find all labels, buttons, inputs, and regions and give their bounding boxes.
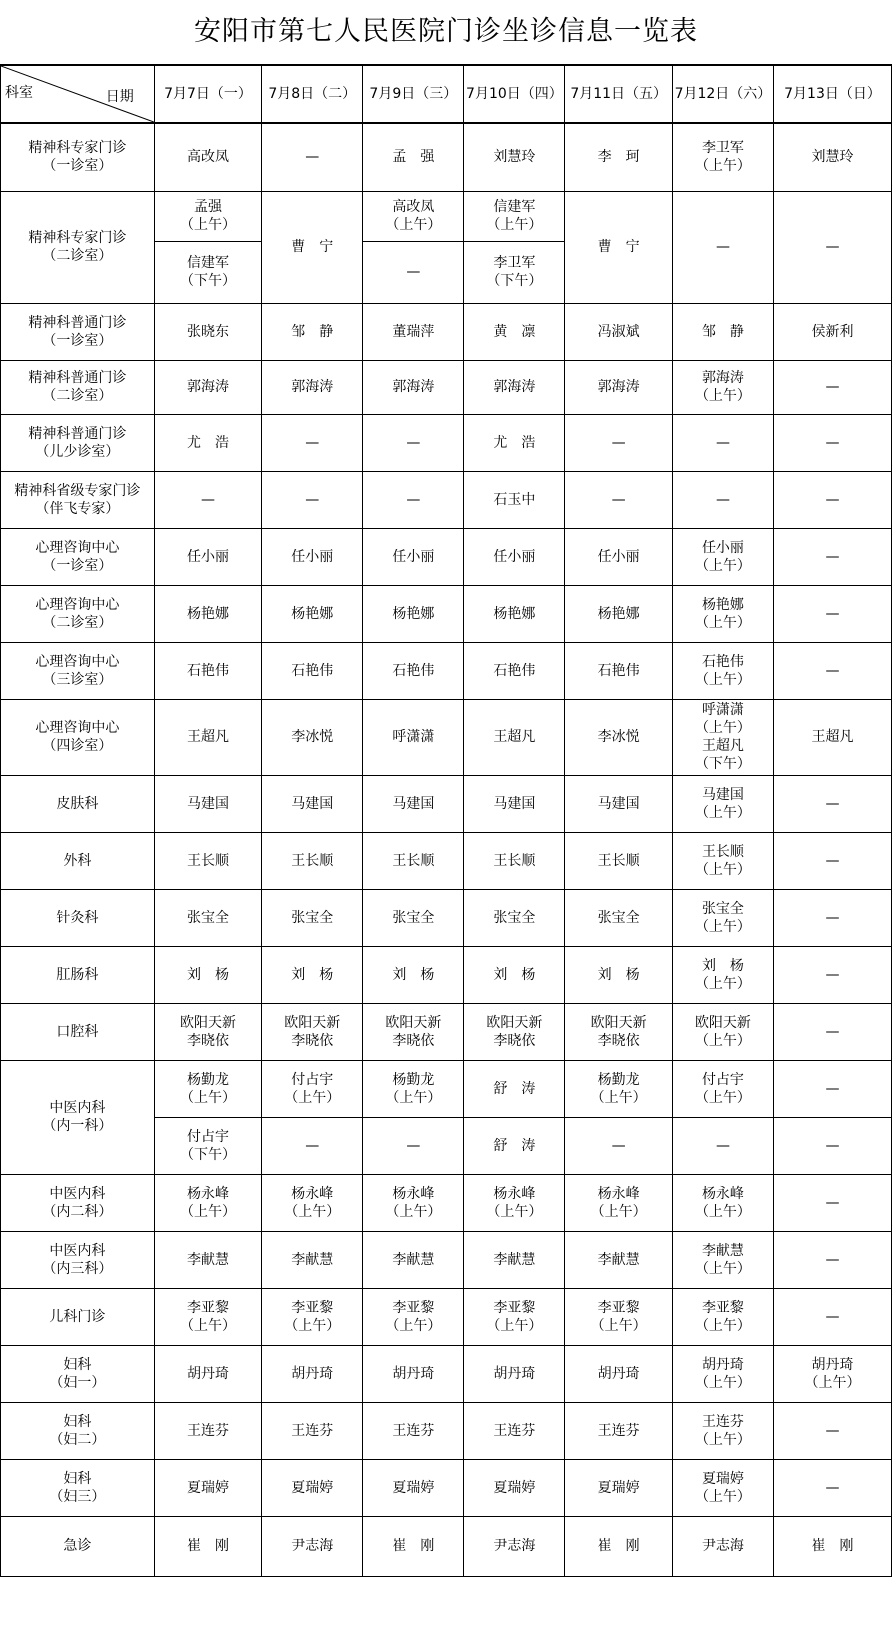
schedule-cell: 刘慧玲 xyxy=(773,123,891,191)
dept-cell: 心理咨询中心 （三诊室） xyxy=(1,642,155,699)
schedule-cell: — xyxy=(773,1060,891,1117)
schedule-cell: 信建军 （上午） xyxy=(464,191,565,241)
schedule-cell: — xyxy=(773,775,891,832)
schedule-cell: 胡丹琦 xyxy=(565,1345,672,1402)
schedule-cell: 郭海涛 xyxy=(565,360,672,414)
schedule-cell: — xyxy=(363,471,464,528)
schedule-cell: 王连芬 xyxy=(363,1402,464,1459)
schedule-cell: — xyxy=(773,414,891,471)
dept-cell: 外科 xyxy=(1,832,155,889)
schedule-cell: 王超凡 xyxy=(154,699,261,775)
schedule-cell: 尤 浩 xyxy=(464,414,565,471)
schedule-cell: — xyxy=(565,1117,672,1174)
schedule-cell: — xyxy=(773,642,891,699)
schedule-cell: 李献慧 （上午） xyxy=(672,1231,773,1288)
schedule-cell: 刘 杨 xyxy=(363,946,464,1003)
dept-cell: 心理咨询中心 （二诊室） xyxy=(1,585,155,642)
schedule-cell: — xyxy=(773,1174,891,1231)
schedule-cell: 张宝全 xyxy=(565,889,672,946)
schedule-cell: 王长顺 xyxy=(565,832,672,889)
schedule-cell: 刘 杨 xyxy=(154,946,261,1003)
schedule-cell: — xyxy=(773,1402,891,1459)
schedule-cell: 胡丹琦 xyxy=(363,1345,464,1402)
schedule-cell: — xyxy=(672,471,773,528)
schedule-cell: 任小丽 xyxy=(154,528,261,585)
schedule-cell: 张宝全 xyxy=(262,889,363,946)
schedule-cell: 付占宇 （下午） xyxy=(154,1117,261,1174)
dept-cell: 中医内科 （内一科） xyxy=(1,1060,155,1174)
schedule-cell: 曹 宁 xyxy=(262,191,363,303)
schedule-cell: — xyxy=(565,471,672,528)
schedule-cell: 欧阳天新 李晓依 xyxy=(565,1003,672,1060)
schedule-cell: 欧阳天新 李晓依 xyxy=(363,1003,464,1060)
day-header: 7月8日（二） xyxy=(262,65,363,123)
schedule-cell: 王连芬 xyxy=(464,1402,565,1459)
schedule-cell: 王超凡 xyxy=(773,699,891,775)
dept-cell: 心理咨询中心 （四诊室） xyxy=(1,699,155,775)
schedule-cell: 崔 刚 xyxy=(773,1516,891,1576)
schedule-cell: 王长顺 xyxy=(154,832,261,889)
schedule-cell: 马建国 xyxy=(565,775,672,832)
schedule-cell: 刘 杨 xyxy=(565,946,672,1003)
schedule-cell: 刘 杨 xyxy=(262,946,363,1003)
schedule-cell: 曹 宁 xyxy=(565,191,672,303)
schedule-cell: 夏瑞婷 xyxy=(262,1459,363,1516)
schedule-table xyxy=(0,64,892,1577)
schedule-cell: 尹志海 xyxy=(672,1516,773,1576)
date-header-label: 日期 xyxy=(105,89,134,105)
schedule-cell: 邹 静 xyxy=(672,303,773,360)
schedule-cell: 李亚黎 （上午） xyxy=(464,1288,565,1345)
table-row xyxy=(1,1060,892,1117)
schedule-cell: 杨永峰 （上午） xyxy=(262,1174,363,1231)
table-row xyxy=(1,585,892,642)
schedule-cell: 张宝全 xyxy=(363,889,464,946)
schedule-cell: 王连芬 xyxy=(565,1402,672,1459)
schedule-cell: 李冰悦 xyxy=(262,699,363,775)
table-row xyxy=(1,889,892,946)
schedule-cell: 高改凤 xyxy=(154,123,261,191)
schedule-cell: 王超凡 xyxy=(464,699,565,775)
schedule-cell: 马建国 xyxy=(464,775,565,832)
schedule-cell: 任小丽 （上午） xyxy=(672,528,773,585)
schedule-cell: 石艳伟 xyxy=(464,642,565,699)
day-header: 7月10日（四） xyxy=(464,65,565,123)
schedule-cell: 杨永峰 （上午） xyxy=(565,1174,672,1231)
schedule-cell: 郭海涛 （上午） xyxy=(672,360,773,414)
schedule-cell: 高改凤 （上午） xyxy=(363,191,464,241)
table-row xyxy=(1,303,892,360)
schedule-cell: 孟 强 xyxy=(363,123,464,191)
schedule-cell: 李献慧 xyxy=(464,1231,565,1288)
schedule-cell: 尤 浩 xyxy=(154,414,261,471)
table-row xyxy=(1,1174,892,1231)
schedule-cell: 孟强 （上午） xyxy=(154,191,261,241)
table-row xyxy=(1,699,892,775)
schedule-cell: 杨艳娜 xyxy=(565,585,672,642)
schedule-cell: 石艳伟 xyxy=(565,642,672,699)
schedule-cell: 夏瑞婷 xyxy=(565,1459,672,1516)
schedule-cell: 侯新利 xyxy=(773,303,891,360)
schedule-cell: 任小丽 xyxy=(565,528,672,585)
schedule-cell: 李献慧 xyxy=(154,1231,261,1288)
schedule-cell: — xyxy=(773,1117,891,1174)
dept-cell: 口腔科 xyxy=(1,1003,155,1060)
schedule-cell: 郭海涛 xyxy=(363,360,464,414)
day-header: 7月13日（日） xyxy=(773,65,891,123)
table-row xyxy=(1,832,892,889)
schedule-cell: 付占宇 （上午） xyxy=(262,1060,363,1117)
schedule-cell: 王长顺 xyxy=(363,832,464,889)
dept-header-label: 科室 xyxy=(5,85,33,101)
schedule-cell: 王连芬 xyxy=(154,1402,261,1459)
table-row xyxy=(1,946,892,1003)
table-row xyxy=(1,1003,892,1060)
schedule-cell: 欧阳天新 （上午） xyxy=(672,1003,773,1060)
schedule-cell: — xyxy=(363,1117,464,1174)
schedule-cell: 王长顺 xyxy=(262,832,363,889)
schedule-cell: 杨永峰 （上午） xyxy=(154,1174,261,1231)
dept-cell: 中医内科 （内三科） xyxy=(1,1231,155,1288)
schedule-cell: 杨艳娜 xyxy=(464,585,565,642)
schedule-cell: — xyxy=(773,360,891,414)
schedule-cell: 冯淑斌 xyxy=(565,303,672,360)
schedule-cell: 石艳伟 xyxy=(262,642,363,699)
schedule-cell: 石艳伟 xyxy=(154,642,261,699)
schedule-cell: 任小丽 xyxy=(464,528,565,585)
schedule-cell: 胡丹琦 xyxy=(262,1345,363,1402)
schedule-cell: 李卫军 （上午） xyxy=(672,123,773,191)
dept-cell: 中医内科 （内二科） xyxy=(1,1174,155,1231)
schedule-cell: 尹志海 xyxy=(262,1516,363,1576)
header-row xyxy=(1,65,892,123)
schedule-cell: 欧阳天新 李晓依 xyxy=(154,1003,261,1060)
schedule-cell: 胡丹琦 xyxy=(464,1345,565,1402)
schedule-cell: — xyxy=(773,471,891,528)
schedule-cell: — xyxy=(363,414,464,471)
schedule-cell: 张宝全 xyxy=(154,889,261,946)
schedule-cell: 马建国 xyxy=(262,775,363,832)
dept-cell: 肛肠科 xyxy=(1,946,155,1003)
schedule-cell: 李卫军 （下午） xyxy=(464,241,565,303)
schedule-cell: — xyxy=(773,191,891,303)
schedule-cell: — xyxy=(773,585,891,642)
table-row xyxy=(1,642,892,699)
table-row xyxy=(1,414,892,471)
schedule-cell: 马建国 xyxy=(154,775,261,832)
schedule-cell: 任小丽 xyxy=(262,528,363,585)
day-header: 7月12日（六） xyxy=(672,65,773,123)
schedule-cell: — xyxy=(672,191,773,303)
schedule-cell: 尹志海 xyxy=(464,1516,565,1576)
schedule-cell: 杨永峰 （上午） xyxy=(672,1174,773,1231)
day-header: 7月9日（三） xyxy=(363,65,464,123)
schedule-cell: 任小丽 xyxy=(363,528,464,585)
schedule-cell: 夏瑞婷 xyxy=(154,1459,261,1516)
table-row xyxy=(1,471,892,528)
dept-cell: 急诊 xyxy=(1,1516,155,1576)
dept-cell: 妇科 （妇一） xyxy=(1,1345,155,1402)
schedule-cell: 黄 凛 xyxy=(464,303,565,360)
table-row xyxy=(1,191,892,241)
schedule-cell: 张宝全 （上午） xyxy=(672,889,773,946)
schedule-cell: 胡丹琦 xyxy=(154,1345,261,1402)
dept-cell: 心理咨询中心 （一诊室） xyxy=(1,528,155,585)
schedule-cell: 李冰悦 xyxy=(565,699,672,775)
dept-cell: 精神科普通门诊 （一诊室） xyxy=(1,303,155,360)
schedule-cell: 王长顺 xyxy=(464,832,565,889)
schedule-cell: 李献慧 xyxy=(363,1231,464,1288)
table-row xyxy=(1,360,892,414)
dept-cell: 精神科普通门诊 （儿少诊室） xyxy=(1,414,155,471)
schedule-cell: 杨勤龙 （上午） xyxy=(565,1060,672,1117)
schedule-cell: 刘 杨 （上午） xyxy=(672,946,773,1003)
page-title: 安阳市第七人民医院门诊坐诊信息一览表 xyxy=(194,16,698,47)
schedule-cell: — xyxy=(565,414,672,471)
schedule-cell: — xyxy=(773,1459,891,1516)
schedule-cell: 李献慧 xyxy=(262,1231,363,1288)
dept-cell: 儿科门诊 xyxy=(1,1288,155,1345)
schedule-cell: — xyxy=(672,414,773,471)
schedule-cell: 石艳伟 xyxy=(363,642,464,699)
schedule-cell: — xyxy=(363,241,464,303)
schedule-cell: — xyxy=(262,414,363,471)
dept-cell: 精神科省级专家门诊 （伴飞专家） xyxy=(1,471,155,528)
schedule-cell: 夏瑞婷 xyxy=(363,1459,464,1516)
schedule-cell: 郭海涛 xyxy=(262,360,363,414)
table-row xyxy=(1,1516,892,1576)
schedule-cell: — xyxy=(773,1003,891,1060)
schedule-cell: — xyxy=(773,832,891,889)
schedule-cell: — xyxy=(672,1117,773,1174)
dept-cell: 精神科专家门诊 （二诊室） xyxy=(1,191,155,303)
schedule-cell: 石玉中 xyxy=(464,471,565,528)
schedule-cell: 胡丹琦 （上午） xyxy=(773,1345,891,1402)
schedule-cell: 欧阳天新 李晓依 xyxy=(262,1003,363,1060)
schedule-cell: 董瑞萍 xyxy=(363,303,464,360)
schedule-cell: 崔 刚 xyxy=(154,1516,261,1576)
schedule-cell: 崔 刚 xyxy=(363,1516,464,1576)
dept-cell: 妇科 （妇二） xyxy=(1,1402,155,1459)
table-row xyxy=(1,1231,892,1288)
schedule-cell: 邹 静 xyxy=(262,303,363,360)
schedule-cell: 王连芬 xyxy=(262,1402,363,1459)
table-row xyxy=(1,1402,892,1459)
corner-cell xyxy=(1,65,155,123)
schedule-cell: 呼潇潇 xyxy=(363,699,464,775)
schedule-cell: 杨永峰 （上午） xyxy=(363,1174,464,1231)
schedule-cell: 杨艳娜 （上午） xyxy=(672,585,773,642)
schedule-cell: 李亚黎 （上午） xyxy=(565,1288,672,1345)
schedule-cell: 刘 杨 xyxy=(464,946,565,1003)
schedule-cell: 郭海涛 xyxy=(154,360,261,414)
schedule-cell: 张晓东 xyxy=(154,303,261,360)
schedule-cell: 李亚黎 （上午） xyxy=(672,1288,773,1345)
schedule-cell: 呼潇潇 （上午） 王超凡 （下午） xyxy=(672,699,773,775)
schedule-cell: 夏瑞婷 （上午） xyxy=(672,1459,773,1516)
schedule-cell: — xyxy=(773,528,891,585)
table-row xyxy=(1,775,892,832)
schedule-cell: 夏瑞婷 xyxy=(464,1459,565,1516)
schedule-cell: 欧阳天新 李晓依 xyxy=(464,1003,565,1060)
schedule-cell: 李亚黎 （上午） xyxy=(262,1288,363,1345)
table-row xyxy=(1,1345,892,1402)
dept-cell: 精神科专家门诊 （一诊室） xyxy=(1,123,155,191)
table-row xyxy=(1,1459,892,1516)
schedule-cell: — xyxy=(154,471,261,528)
schedule-cell: 李献慧 xyxy=(565,1231,672,1288)
schedule-cell: — xyxy=(262,471,363,528)
table-row xyxy=(1,1288,892,1345)
schedule-cell: 王连芬 （上午） xyxy=(672,1402,773,1459)
dept-cell: 针灸科 xyxy=(1,889,155,946)
schedule-cell: 信建军 （下午） xyxy=(154,241,261,303)
schedule-cell: — xyxy=(773,946,891,1003)
schedule-cell: 李亚黎 （上午） xyxy=(154,1288,261,1345)
schedule-cell: — xyxy=(773,1231,891,1288)
schedule-cell: 杨艳娜 xyxy=(262,585,363,642)
schedule-cell: 李亚黎 （上午） xyxy=(363,1288,464,1345)
schedule-cell: 刘慧玲 xyxy=(464,123,565,191)
schedule-cell: — xyxy=(773,1288,891,1345)
schedule-cell: 杨勤龙 （上午） xyxy=(154,1060,261,1117)
schedule-cell: 李 珂 xyxy=(565,123,672,191)
schedule-cell: 马建国 （上午） xyxy=(672,775,773,832)
schedule-cell: 杨艳娜 xyxy=(363,585,464,642)
schedule-cell: 马建国 xyxy=(363,775,464,832)
schedule-cell: — xyxy=(262,123,363,191)
schedule-cell: 石艳伟 （上午） xyxy=(672,642,773,699)
schedule-cell: 胡丹琦 （上午） xyxy=(672,1345,773,1402)
schedule-cell: 崔 刚 xyxy=(565,1516,672,1576)
table-row xyxy=(1,123,892,191)
schedule-cell: 舒 涛 xyxy=(464,1060,565,1117)
day-header: 7月7日（一） xyxy=(154,65,261,123)
schedule-cell: 杨永峰 （上午） xyxy=(464,1174,565,1231)
dept-cell: 妇科 （妇三） xyxy=(1,1459,155,1516)
schedule-cell: 杨勤龙 （上午） xyxy=(363,1060,464,1117)
schedule-cell: — xyxy=(262,1117,363,1174)
table-row xyxy=(1,528,892,585)
schedule-cell: 舒 涛 xyxy=(464,1117,565,1174)
schedule-cell: 郭海涛 xyxy=(464,360,565,414)
schedule-cell: 杨艳娜 xyxy=(154,585,261,642)
schedule-cell: — xyxy=(773,889,891,946)
schedule-cell: 王长顺 （上午） xyxy=(672,832,773,889)
schedule-cell: 付占宇 （上午） xyxy=(672,1060,773,1117)
dept-cell: 皮肤科 xyxy=(1,775,155,832)
dept-cell: 精神科普通门诊 （二诊室） xyxy=(1,360,155,414)
schedule-cell: 张宝全 xyxy=(464,889,565,946)
day-header: 7月11日（五） xyxy=(565,65,672,123)
